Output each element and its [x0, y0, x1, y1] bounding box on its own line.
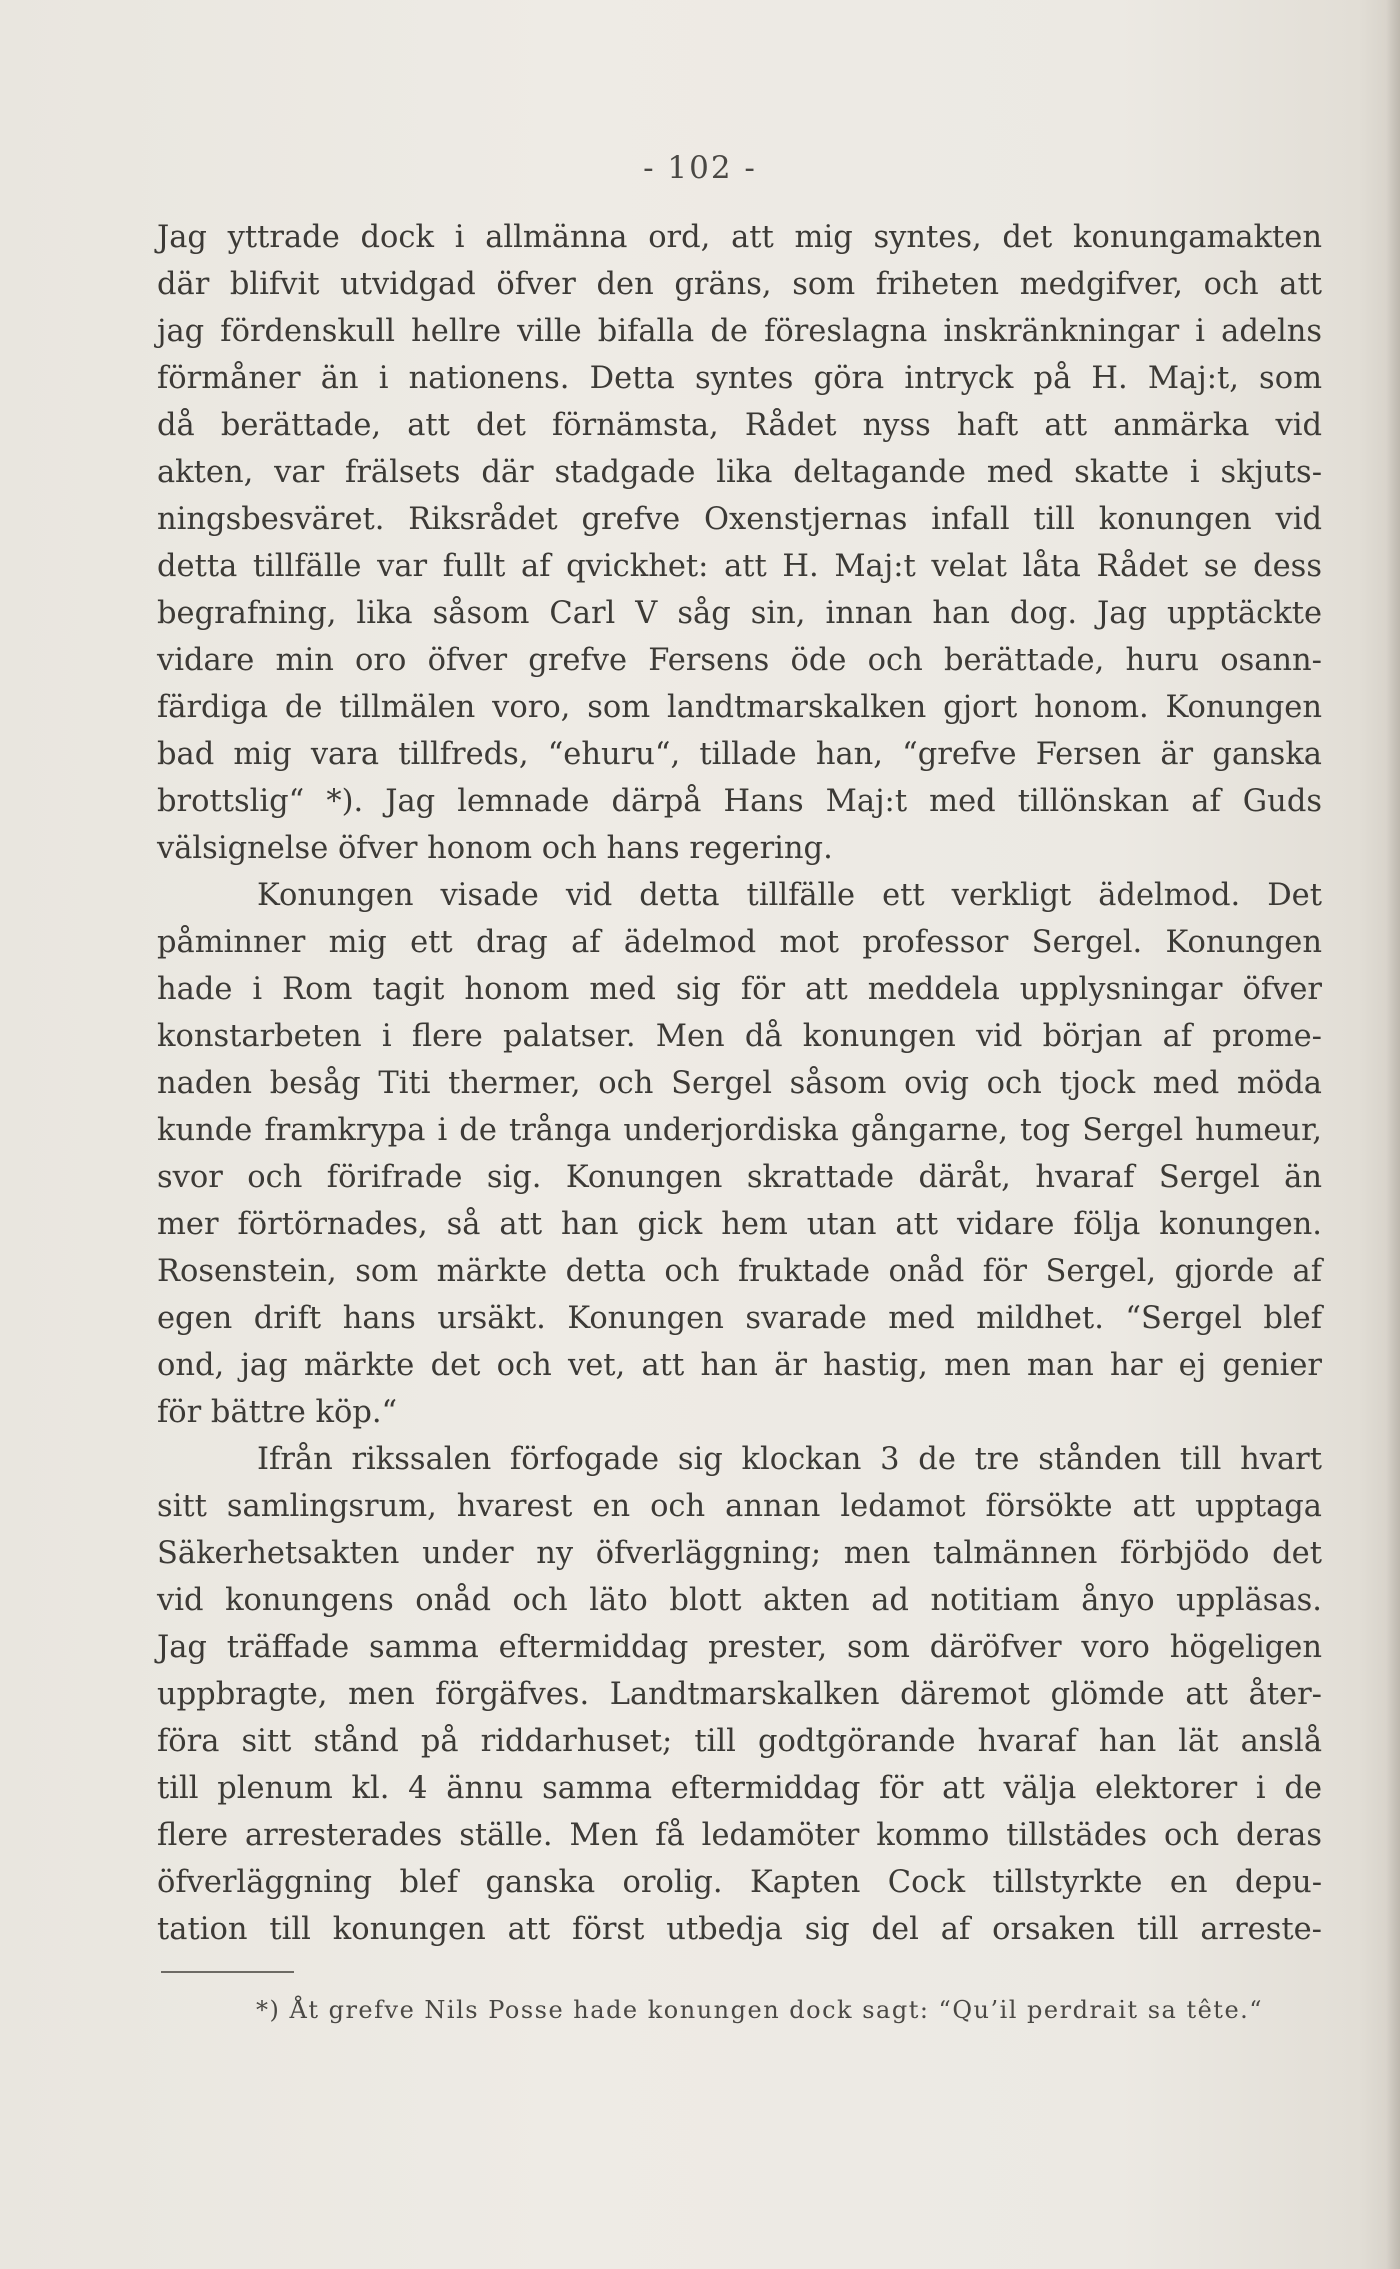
text-line: detta tillfälle var fullt af qvickhet: att H. Maj:t velat låta Rådet se dess	[157, 549, 1322, 584]
text-line: färdiga de tillmälen voro, som landtmarskalken gjort honom. Konungen	[157, 690, 1322, 725]
page-edge-shadow	[1386, 0, 1400, 2269]
footnote-divider	[161, 1971, 294, 1973]
text-line: ond, jag märkte det och vet, att han är hastig, men man har ej genier	[157, 1348, 1322, 1383]
text-line: ningsbesväret. Riksrådet grefve Oxenstjernas infall till konungen vid	[157, 502, 1322, 537]
text-line: öfverläggning blef ganska orolig. Kapten Cock tillstyrkte en depu-	[157, 1865, 1322, 1900]
text-line: flere arresterades ställe. Men få ledamöter kommo tillstädes och deras	[157, 1818, 1322, 1853]
text-line: akten, var frälsets där stadgade lika deltagande med skatte i skjuts-	[157, 455, 1322, 490]
text-line: förmåner än i nationens. Detta syntes göra intryck på H. Maj:t, som	[157, 361, 1322, 396]
text-line: konstarbeten i flere palatser. Men då konungen vid början af prome-	[157, 1019, 1322, 1054]
text-line: vid konungens onåd och läto blott akten ad notitiam ånyo uppläsas.	[157, 1583, 1322, 1618]
text-line: Jag yttrade dock i allmänna ord, att mig syntes, det konungamakten	[157, 220, 1322, 255]
text-line: bad mig vara tillfreds, “ehuru“, tillade han, “grefve Fersen är ganska	[157, 737, 1322, 772]
body-text	[157, 214, 1322, 1953]
text-line: då berättade, att det förnämsta, Rådet nyss haft att anmärka vid	[157, 408, 1322, 443]
text-line: Konungen visade vid detta tillfälle ett verkligt ädelmod. Det	[257, 878, 1322, 913]
text-line: vidare min oro öfver grefve Fersens öde och berättade, huru osann-	[157, 643, 1322, 678]
text-line: jag fördenskull hellre ville bifalla de föreslagna inskränkningar i adelns	[157, 314, 1322, 349]
text-line: brottslig“ *). Jag lemnade därpå Hans Maj:t med tillönskan af Guds	[157, 784, 1322, 819]
text-line: välsignelse öfver honom och hans regering.	[157, 831, 833, 866]
text-line: Rosenstein, som märkte detta och fruktade onåd för Sergel, gjorde af	[157, 1254, 1322, 1289]
text-line: Jag träffade samma eftermiddag prester, som däröfver voro högeligen	[157, 1630, 1322, 1665]
text-line: för bättre köp.“	[157, 1395, 398, 1430]
text-line: föra sitt stånd på riddarhuset; till godtgörande hvaraf han lät anslå	[157, 1724, 1322, 1759]
text-line: påminner mig ett drag af ädelmod mot professor Sergel. Konungen	[157, 925, 1322, 960]
text-line: Ifrån rikssalen förfogade sig klockan 3 de tre stånden till hvart	[257, 1442, 1322, 1477]
text-line: sitt samlingsrum, hvarest en och annan ledamot försökte att upptaga	[157, 1489, 1322, 1524]
text-line: uppbragte, men förgäfves. Landtmarskalken däremot glömde att åter-	[157, 1677, 1322, 1712]
page-number: - 102 -	[643, 150, 757, 186]
text-line: där blifvit utvidgad öfver den gräns, som friheten medgifver, och att	[157, 267, 1322, 302]
text-line: kunde framkrypa i de trånga underjordiska gångarne, tog Sergel humeur,	[157, 1113, 1322, 1148]
text-line: egen drift hans ursäkt. Konungen svarade med mildhet. “Sergel blef	[157, 1301, 1322, 1336]
text-line: naden besåg Titi thermer, och Sergel såsom ovig och tjock med möda	[157, 1066, 1322, 1101]
footnote: *) Åt grefve Nils Posse hade konungen dock sagt: “Qu’il perdrait sa tête.“	[256, 1996, 1264, 2024]
text-line: tation till konungen att först utbedja sig del af orsaken till arreste-	[157, 1912, 1322, 1947]
text-line: till plenum kl. 4 ännu samma eftermiddag för att välja elektorer i de	[157, 1771, 1322, 1806]
text-line: svor och förifrade sig. Konungen skrattade däråt, hvaraf Sergel än	[157, 1160, 1322, 1195]
text-line: Säkerhetsakten under ny öfverläggning; men talmännen förbjödo det	[157, 1536, 1322, 1571]
text-line: begrafning, lika såsom Carl V såg sin, innan han dog. Jag upptäckte	[157, 596, 1322, 631]
text-line: hade i Rom tagit honom med sig för att meddela upplysningar öfver	[157, 972, 1322, 1007]
text-line: mer förtörnades, så att han gick hem utan att vidare följa konungen.	[157, 1207, 1322, 1242]
